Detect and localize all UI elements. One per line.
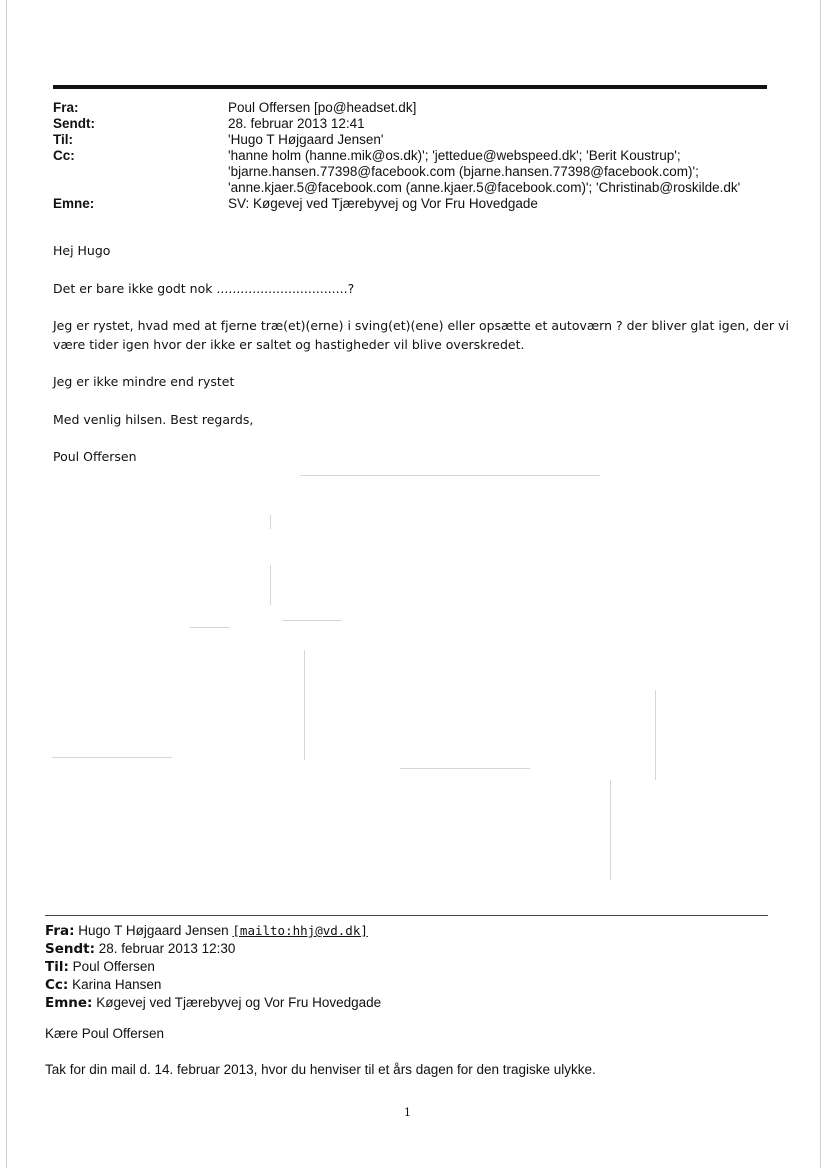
body-line: være tider igen hvor der ikke er saltet og hastigheder vil blive overskredet. — [53, 337, 525, 352]
original-sent-value: 28. februar 2013 12:30 — [98, 941, 236, 956]
original-header — [45, 922, 381, 1012]
scan-artifact — [270, 565, 271, 605]
body-line: Jeg er ikke mindre end rystet — [53, 374, 235, 389]
original-sent-row — [45, 940, 381, 958]
greeting: Hej Hugo — [53, 243, 111, 258]
closing: Med venlig hilsen. Best regards, — [53, 412, 254, 427]
scan-artifact — [282, 620, 342, 621]
cc-line: 'bjarne.hansen.77398@facebook.com (bjarne.hansen.77398@facebook.com)'; — [228, 164, 699, 179]
from-value: Poul Offersen [po@headset.dk] — [228, 100, 417, 115]
original-body-line: Tak for din mail d. 14. februar 2013, hvor du henviser til et års dagen for den tragiske ulykke. — [45, 1062, 596, 1077]
from-label: Fra: — [53, 100, 79, 115]
subject-label: Emne: — [53, 196, 95, 211]
scan-artifact — [52, 757, 172, 758]
scan-artifact — [400, 768, 530, 769]
cc-label: Cc: — [53, 148, 75, 163]
original-greeting: Kære Poul Offersen — [45, 1026, 165, 1041]
original-subject-label: Emne: — [45, 995, 93, 1011]
from-row — [53, 100, 768, 116]
signature: Poul Offersen — [53, 449, 137, 464]
mailto-link[interactable]: [mailto:hhj@vd.dk] — [232, 923, 368, 938]
body-line: Jeg er rystet, hvad med at fjerne træ(et)(erne) i sving(et)(ene) eller opsætte et autoværn ? der bliver glat igen, der vi — [53, 318, 789, 333]
original-from-row — [45, 922, 381, 940]
original-cc-row — [45, 976, 381, 994]
to-row — [53, 132, 768, 148]
original-cc-value: Karina Hansen — [72, 977, 162, 992]
to-label: Til: — [53, 132, 73, 147]
scan-artifact — [655, 690, 656, 780]
body-paragraph — [53, 316, 789, 354]
to-value: 'Hugo T Højgaard Jensen' — [228, 132, 384, 147]
original-to-value: Poul Offersen — [72, 959, 155, 974]
original-from-name: Hugo T Højgaard Jensen — [78, 923, 229, 938]
original-subject-value: Køgevej ved Tjærebyvej og Vor Fru Hovedgade — [96, 995, 382, 1010]
cc-line: 'hanne holm (hanne.mik@os.dk)'; 'jettedue@webspeed.dk'; 'Berit Koustrup'; — [228, 148, 681, 163]
sent-value: 28. februar 2013 12:41 — [228, 116, 365, 131]
scan-artifact — [270, 515, 271, 529]
page-number: 1 — [404, 1106, 411, 1119]
body-line: Det er bare ikke godt nok .................................? — [53, 281, 355, 296]
subject-value: SV: Køgevej ved Tjærebyvej og Vor Fru Hovedgade — [228, 196, 538, 211]
original-to-row — [45, 958, 381, 976]
scan-edge-left — [6, 0, 7, 1168]
scan-edge-right — [820, 0, 821, 1168]
scan-artifact — [304, 650, 305, 760]
original-to-label: Til: — [45, 959, 69, 975]
subject-row — [53, 196, 768, 212]
header-rule — [53, 85, 767, 89]
sent-label: Sendt: — [53, 116, 95, 131]
separator-rule — [45, 915, 768, 916]
original-sent-label: Sendt: — [45, 941, 96, 957]
scan-artifact — [300, 475, 600, 476]
original-subject-row — [45, 994, 381, 1012]
cc-value — [228, 148, 768, 196]
reply-header — [53, 100, 768, 212]
sent-row — [53, 116, 768, 132]
original-from-label: Fra: — [45, 923, 75, 939]
cc-line: 'anne.kjaer.5@facebook.com (anne.kjaer.5@facebook.com)'; 'Christinab@roskilde.dk' — [228, 180, 741, 195]
scan-artifact — [610, 780, 611, 880]
original-cc-label: Cc: — [45, 977, 69, 993]
scan-artifact — [190, 627, 230, 628]
cc-row — [53, 148, 768, 196]
